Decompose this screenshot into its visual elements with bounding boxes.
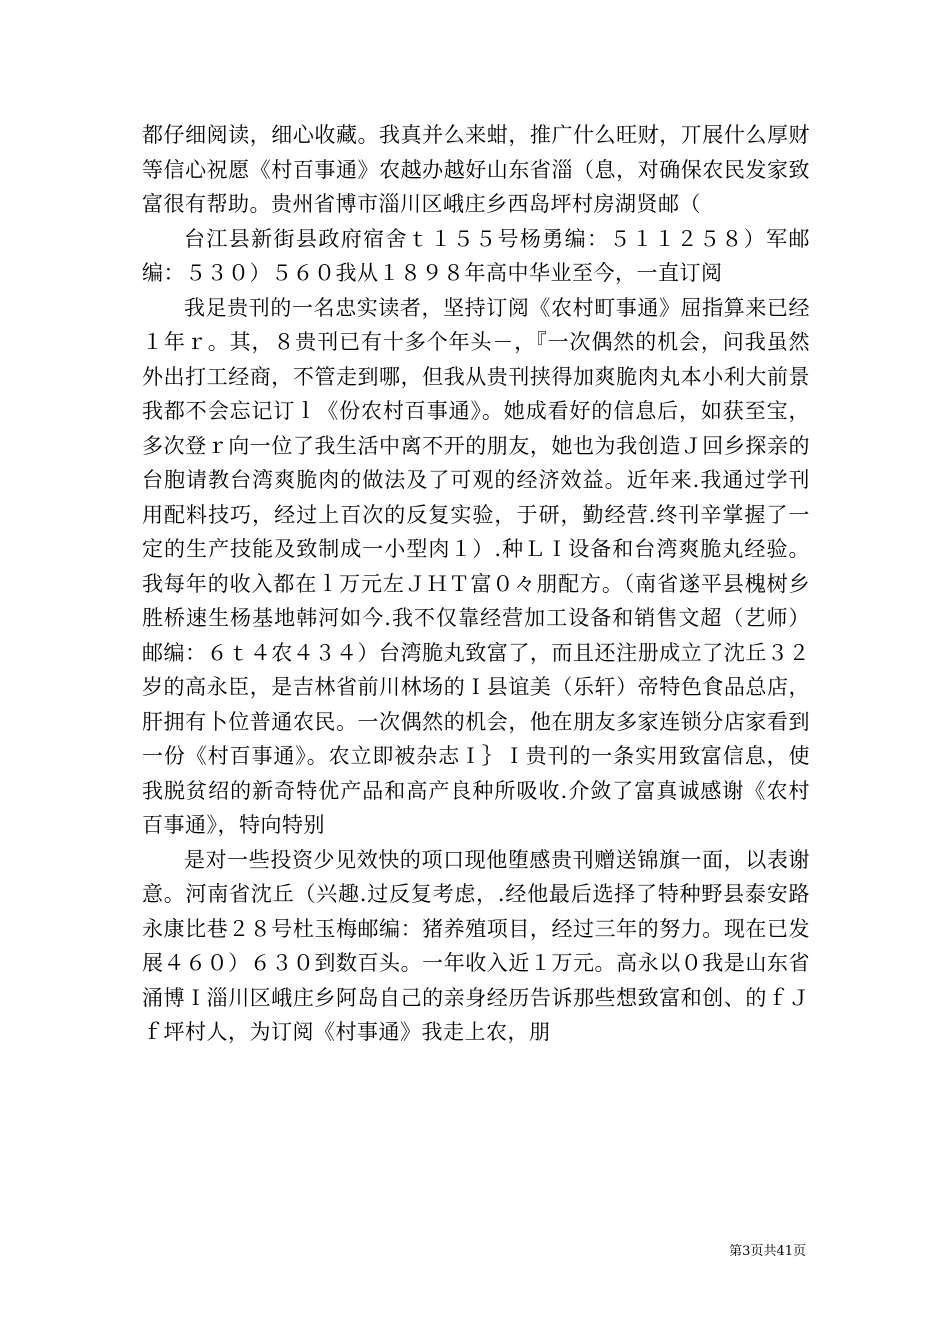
page-number-footer: 第3页共41页 (729, 1244, 806, 1259)
paragraph-2: 台江县新街县政府宿舍ｔ１５５号杨勇编：５１１２５８）军邮编：５３０）５６０我从１８９８年高中华业至今，一直订阅 (142, 226, 810, 285)
paragraph-1: 都仔细阅读，细心收藏。我真并么来蚶，推广什么旺财，丌展什么厚财等信心祝愿《村百事通》农越办越好山东省淄（息，对确保农民发家致富很有帮助。贵州省博市淄川区峨庄乡西岛坪村房湖贤邮（ (142, 123, 810, 216)
paragraph-4: 是对一些投资少见效快的项口现他堕感贵刊赠送锦旗一面，以表谢意。河南省沈丘（兴趣.过反复考虑，.经他最后选择了特种野县泰安路永康比巷２８号杜玉梅邮编：猪养殖项目，经过三年的努力。现在已发展４６０）６３０到数百头。一年收入近１万元。高永以０我是山东省涌博Ｉ淄川区峨庄乡阿岛自己的亲身经历告诉那些想致富和创、的ｆＪｆ坪村人，为订阅《村事通》我走上农，朋 (142, 847, 810, 1044)
paragraph-3: 我足贵刊的一名忠实读者，坚持订阅《农村町事通》屈指算来已经１年ｒ。其，８贵刊已有十多个年头－，『一次偶然的机会，问我虽然外出打工经商，不管走到哪，但我从贵刊挟得加爽脆肉丸本小利大前景我都不会忘记订ｌ《份农村百事通》。她成看好的信息后，如获至宝，多次登ｒ向一位了我生活中离不开的朋友，她也为我创造Ｊ回乡探亲的台胞请教台湾爽脆肉的做法及了可观的经济效益。近年来.我通过学刊用配料技巧，经过上百次的反复实验，于研，勤经营.终刊辛掌握了一定的生产技能及致制成一小型肉１）.种ＬＩ设备和台湾爽脆丸经验。我每年的收入都在ｌ万元左ＪＨＴ富０々朋配方。（南省遂平县槐树乡胜桥速生杨基地韩河如今.我不仅靠经营加工设备和销售文超（艺师）邮编：６ｔ４农４３４）台湾脆丸致富了，而且还注册成立了沈丘３２岁的高永臣，是吉林省前川林场的Ｉ县谊美（乐轩）帝特色食品总店，肝拥有卜位普通农民。一次偶然的机会，他在朋友多家连锁分店家看到一份《村百事通》。农立即被杂志Ｉ｝Ｉ贵刊的一条实用致富信息，使我脱贫绍的新奇特优产品和高产良种所吸收.介敛了富真诚感谢《农村百事通》，特向特别 (142, 295, 810, 837)
document-body (142, 118, 810, 1050)
